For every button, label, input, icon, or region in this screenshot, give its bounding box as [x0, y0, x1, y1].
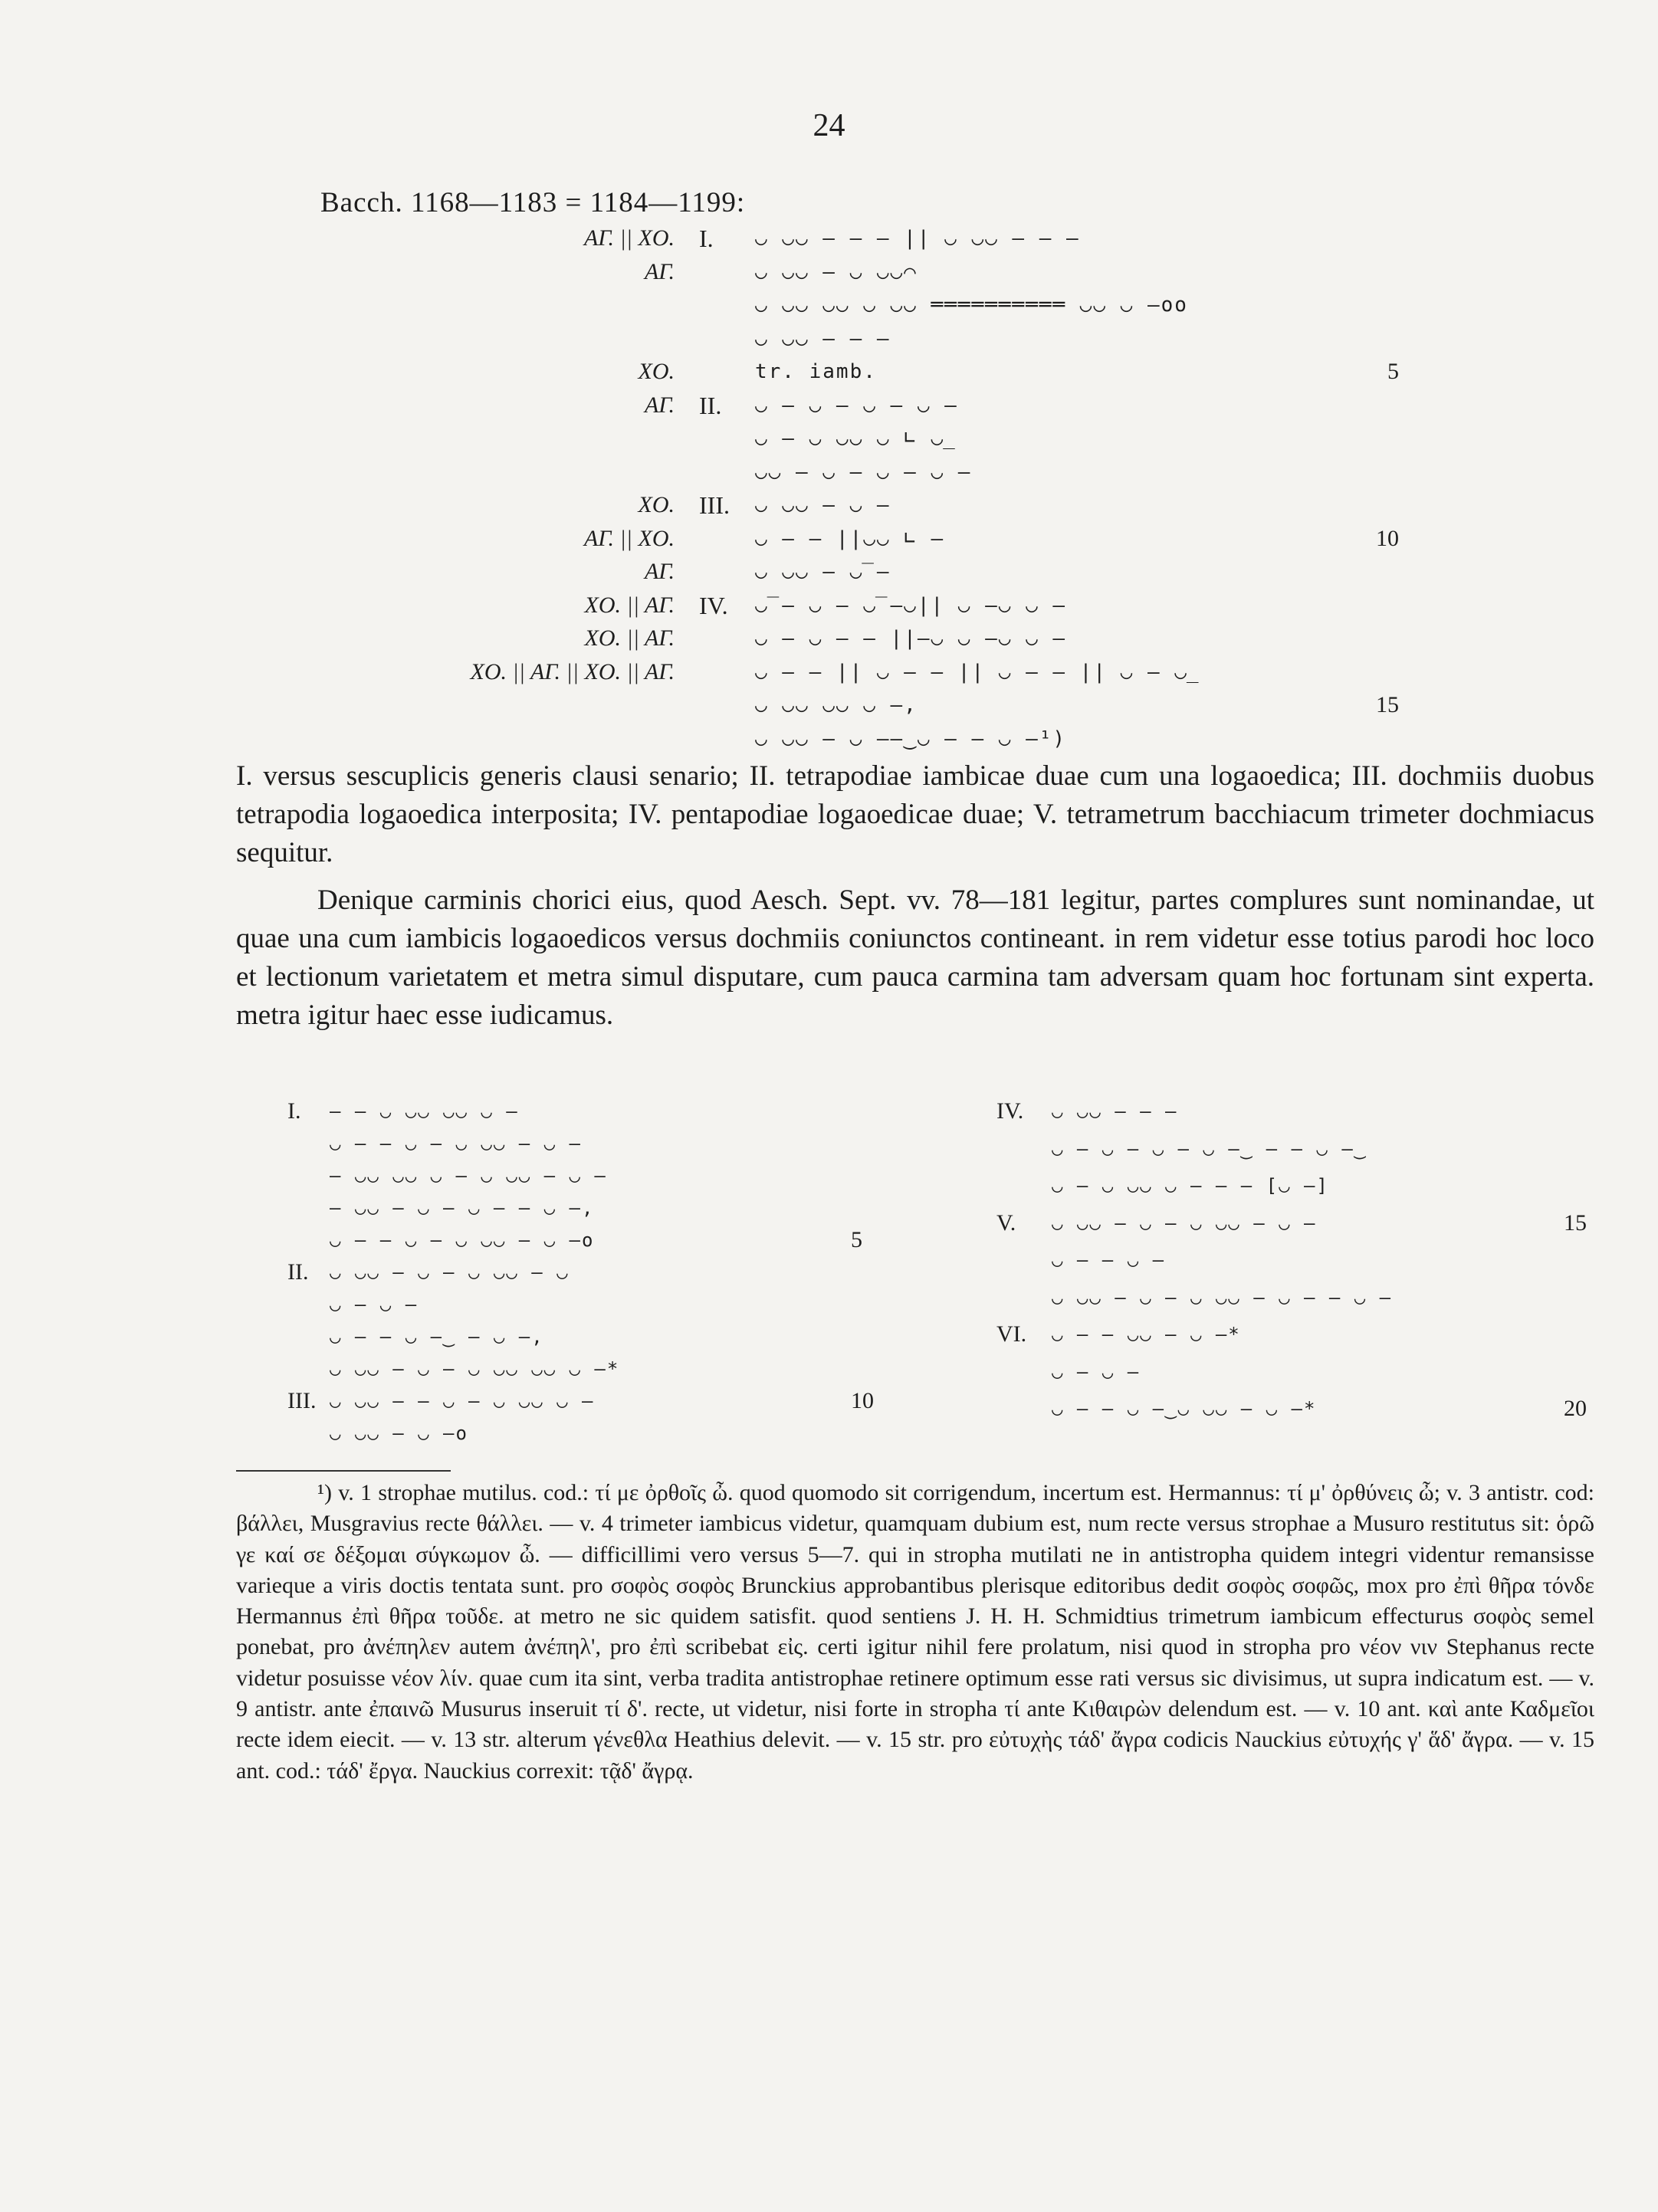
meter-line: ◡ ◡◡ — ◡ —	[755, 494, 891, 517]
meter-line: ◡ — ◡ —	[330, 1294, 419, 1315]
footnotes	[236, 1478, 1594, 1787]
meter-line: ◡ — — ◡ — ◡ ◡◡ — ◡ —	[330, 1133, 582, 1154]
speaker-label: ΑΓ.	[644, 392, 675, 418]
meter-line: ◡ — — ◡ —‿◡ ◡◡ — ◡ —*	[1052, 1398, 1317, 1419]
meter-line: ◡ ◡◡ ◡◡ ◡ —,	[755, 694, 918, 717]
meter-line: ◡ ◡◡ — — —	[1052, 1101, 1178, 1122]
meter-line: ◡ — ◡ — ◡ — ◡ —	[755, 393, 958, 417]
speaker-label: ΑΓ.	[644, 559, 675, 584]
line-number: 10	[1376, 525, 1399, 551]
colon-numeral: V.	[996, 1209, 1016, 1236]
meter-line: tr. iamb.	[755, 360, 877, 383]
page-number: 24	[813, 108, 845, 143]
colon-numeral: IV.	[996, 1098, 1024, 1124]
meter-line: ◡ — — ||◡◡ ∟ —	[755, 527, 945, 550]
meter-line: ◡ — ◡ ◡◡ ◡ — — — [◡ —]	[1052, 1175, 1329, 1196]
line-number: 15	[1564, 1209, 1587, 1236]
line-number: 5	[851, 1227, 862, 1252]
speaker-label: ΧΟ. || ΑΓ.	[584, 592, 675, 618]
meter-line: ◡ ◡◡ — ◡ — ◡ ◡◡ — ◡	[330, 1262, 570, 1283]
colon-numeral: II.	[287, 1259, 309, 1285]
speaker-label: ΧΟ.	[638, 359, 675, 384]
speaker-label: ΑΓ. || ΧΟ.	[583, 525, 675, 551]
meter-line: ◡ — — ◡ —	[1052, 1249, 1166, 1271]
line-number: 20	[1564, 1396, 1587, 1421]
body-text	[236, 757, 1594, 1035]
speaker-label: ΧΟ. || ΑΓ.	[584, 625, 675, 651]
speaker-label: ΧΟ. || ΑΓ. || ΧΟ. || ΑΓ.	[470, 658, 675, 684]
speaker-label: ΑΓ. || ΧΟ.	[583, 225, 675, 251]
meter-line: ◡ ◡◡ — ◡̅ —	[755, 560, 891, 583]
meter-line: ◡ ◡◡ — ◡ —ο	[330, 1423, 468, 1444]
colon-numeral: I.	[699, 225, 714, 252]
speaker-label: ΑΓ.	[644, 258, 675, 284]
line-number: 10	[851, 1388, 874, 1413]
meter-line: ◡ — — ◡◡ — ◡ —*	[1052, 1324, 1241, 1345]
meter-line: — ◡◡ — ◡ — ◡ — — ◡ —,	[330, 1197, 595, 1219]
meter-line: ◡ ◡◡ — — —	[755, 327, 891, 350]
meter-line: ◡ ◡◡ — ◡ — ◡ ◡◡ ◡◡ ◡ —*	[330, 1358, 620, 1380]
meter-line: ◡ ◡◡ — — ◡ — ◡ ◡◡ ◡ —	[330, 1390, 595, 1412]
aeschylus-paragraph: Denique carminis chorici eius, quod Aesch. Sept. vv. 78—181 legitur, partes complures sunt nominandae, ut quae una cum iambicis logaoedicos versus dochmiis coniunctos contineant. in rem videtur esse totius parodi hoc loco et lectionum varietatem et metra simul disputare, cum pauca carmina tam adversam quam hoc fortunam sint experta. metra igitur haec esse iudicamus.	[236, 884, 1594, 1031]
meter-line: ◡ ◡◡ ◡◡ ◡ ◡◡ ══════════ ◡◡ ◡ —οο	[755, 294, 1188, 317]
footnote-1: ¹) v. 1 strophae mutilus. cod.: τί με ὀρθοῖς ὦ. quod quomodo sit corrigendum, incertum est. Hermannus: τί μ' ὀρθύνεις ὦ; v. 3 antistr. cod: βάλλει, Musgravius recte θάλλει. — v. 4 trimeter iambicus videtur, quamquam dubium est, num recte versus strophae a Musuro restitutus sit: ὁρῶ γε καί σε δέξομαι σύγκωμον ὦ. — difficillimi vero versus 5—7. qui in stropha mutilati ne in antistropha quidem integri videntur remansisse varieque a viris doctis tentata sunt. pro σοφὸς σοφὸς Brunckius approbantibus plerisque editoribus dedit σοφὸς σοφῶς, mox pro ἐπὶ θῆρα τόνδε Hermannus ἐπὶ θῆρα τοῦδε. at metro ne sic quidem satisfit. quod sentiens J. H. H. Schmidtius trimetrum iambicum effecturus σοφὸς semel ponebat, pro ἀνέπηλεν autem ἀνέπηλ', pro ἐπὶ scribebat εἰς. certi igitur nihil fere prolatum, nisi quod in stropha pro νέον νιν Stephanus recte videtur posuisse νέον λίν. quae cum ita sint, verba tradita antistrophae retinere optimum esse rati versus sic divisimus, ut supra indicatum est. — v. 9 antistr. ante ἐπαινῶ Musurus inseruit τί δ'. recte, ut videtur, nisi forte in stropha τί ante Κιθαιρὼν delendum est. — v. 10 ant. καὶ ante Καδμεῖοι recte idem eiecit. — v. 13 str. alterum γένεθλα Heathius delevit. — v. 15 str. pro εὐτυχὴς τάδ' ἄγρα codicis Nauckius εὐτυχής γ' ἅδ' ἄγρα. — v. 15 ant. cod.: τάδ' ἔργα. Nauckius correxit: τᾷδ' ἄγρᾳ.	[236, 1480, 1594, 1784]
meter-line: ◡ ◡◡ — — — || ◡ ◡◡ — — —	[755, 227, 1080, 250]
meter-line: ◡̅ — ◡ — ◡̅ —◡|| ◡ —◡ ◡ —	[755, 593, 1067, 617]
meter-line: ◡ — ◡ —	[1052, 1360, 1141, 1383]
meter-line: ◡ ◡◡ — ◡ ——‿◡ — — ◡ —¹)	[755, 727, 1067, 750]
footnote-rule	[236, 1470, 451, 1472]
colon-numeral: III.	[287, 1388, 317, 1413]
colon-numeral: I.	[287, 1098, 301, 1124]
meter-line: — — ◡ ◡◡ ◡◡ ◡ —	[330, 1101, 519, 1122]
meter-line: ◡ — ◡ — ◡ — ◡ —‿ — — ◡ —‿	[1052, 1137, 1367, 1160]
colon-numeral: II.	[699, 391, 722, 419]
meter-line: ◡ — ◡ ◡◡ ◡ ∟ ◡̲	[755, 427, 957, 450]
meter-line: ◡ ◡◡ — ◡ — ◡ ◡◡ — ◡ —	[1052, 1212, 1317, 1234]
meter-line: ◡ — ◡ — — ||—◡ ◡ —◡ ◡ —	[755, 627, 1067, 650]
meter-line: ◡ — — ◡ — ◡ ◡◡ — ◡ —ο	[330, 1229, 595, 1251]
meter-line: ◡ ◡◡ — ◡ — ◡ ◡◡ — ◡ — — ◡ —	[1052, 1286, 1393, 1308]
colon-numeral: III.	[699, 491, 730, 519]
speaker-label: ΧΟ.	[638, 492, 675, 517]
colon-numeral: VI.	[996, 1321, 1027, 1347]
meter-line: — ◡◡ ◡◡ ◡ — ◡ ◡◡ — ◡ —	[330, 1165, 607, 1186]
meter-line: ◡ — — ◡ —‿ — ◡ —,	[330, 1326, 544, 1347]
colon-numeral: IV.	[699, 591, 728, 619]
meter-line: ◡◡ — ◡ — ◡ — ◡ —	[755, 460, 972, 484]
line-number: 5	[1387, 359, 1399, 384]
summary-paragraph: I. versus sescuplicis generis clausi senario; II. tetrapodiae iambicae duae cum una logaoedica; III. dochmiis duobus tetrapodia logaoedica interposita; IV. pentapodiae logaoedicae duae; V. tetrametrum bacchiacum trimeter dochmiacus sequitur.	[236, 760, 1594, 868]
line-number: 15	[1376, 692, 1399, 717]
meter-line: ◡ — — || ◡ — — || ◡ — — || ◡ — ◡̲	[755, 660, 1200, 684]
meter-line: ◡ ◡◡ — ◡ ◡◡⌒	[755, 260, 918, 284]
section-heading: Bacch. 1168—1183 = 1184—1199:	[320, 187, 746, 218]
